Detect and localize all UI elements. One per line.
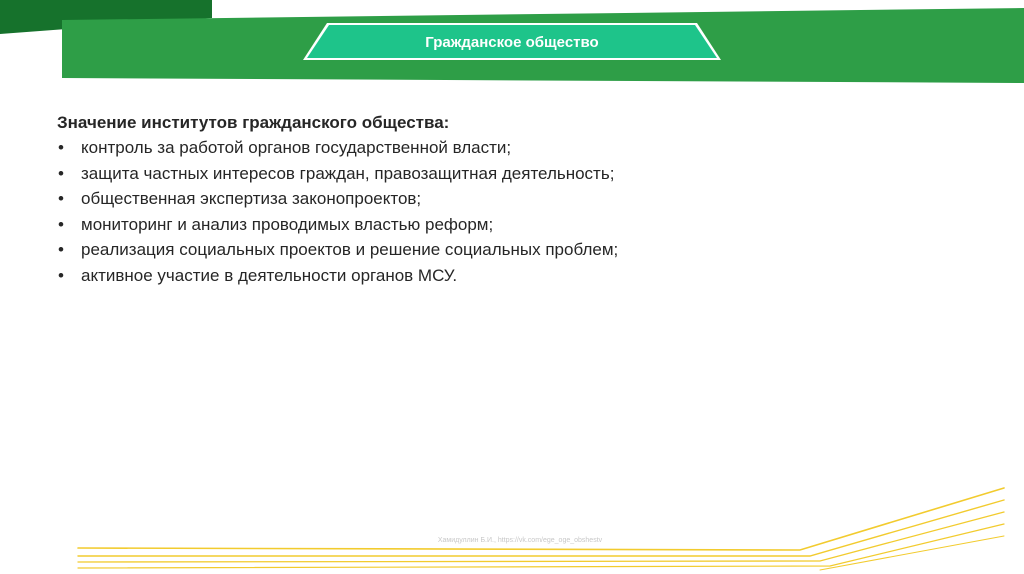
- content-block: [57, 110, 977, 288]
- bullet-item: • защита частных интересов граждан, правозащитная деятельность;: [57, 161, 977, 187]
- footer-credit: Хамидуллин Б.И., https://vk.com/ege_oge_obshestv: [437, 537, 603, 544]
- bullet-item: • контроль за работой органов государственной власти;: [57, 135, 977, 161]
- bullet-item: • мониторинг и анализ проводимых властью реформ;: [57, 212, 977, 238]
- bullet-list: [57, 135, 977, 288]
- content-heading: Значение институтов гражданского общества:: [57, 113, 450, 132]
- bullet-item: • реализация социальных проектов и решение социальных проблем;: [57, 237, 977, 263]
- bullet-item: • общественная экспертиза законопроектов;: [57, 186, 977, 212]
- bullet-item: • активное участие в деятельности органов МСУ.: [57, 263, 977, 289]
- title-banner-area: [303, 24, 721, 61]
- bottom-accent-lines: [78, 488, 1004, 570]
- slide-title: Гражданское общество: [425, 34, 599, 51]
